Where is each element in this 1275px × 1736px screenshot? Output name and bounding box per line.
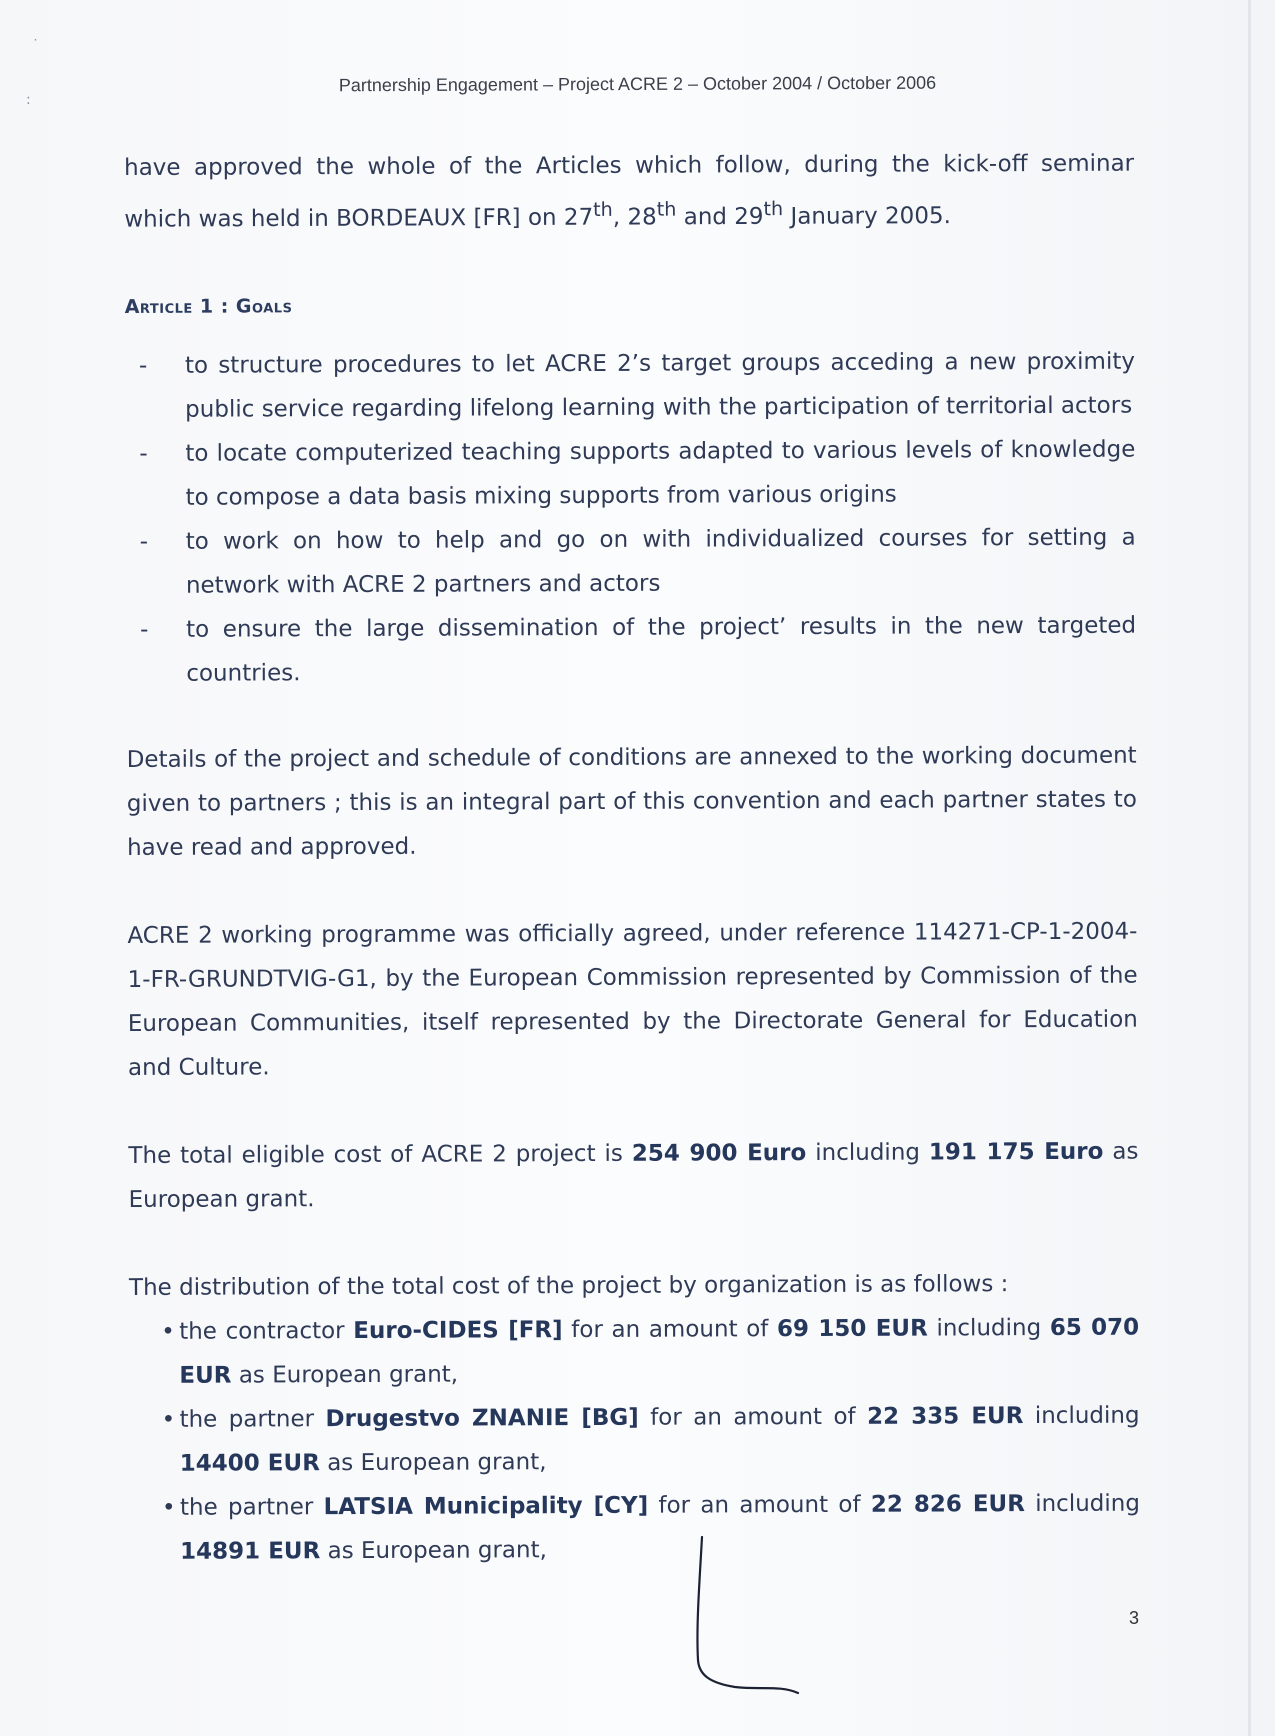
list-item: - to structure procedures to let ACRE 2’s target groups acceding a new proximity public service regarding lifelong learning with the participation of territorial actors: [138, 348, 1136, 423]
list-item: - to work on how to help and go on with individualized courses for setting a network with ACRE 2 partners and actors: [139, 524, 1136, 599]
list-item: • the contractor Euro-CIDES [FR] for an amount of 69 150 EUR including 65 070 EUR as European grant,: [161, 1314, 1140, 1389]
programme-paragraph: ACRE 2 working programme was officially agreed, under reference 114271-CP-1-2004-1-FR-GRUNDTVIG-G1, by the European Commission represented by Commission of the European Communities, itself represented by the Directorate General for Education and Culture.: [127, 918, 1138, 1081]
handwritten-signature: [690, 1535, 810, 1695]
scan-mark: ˙: [32, 38, 39, 54]
goals-list: [125, 339, 1137, 695]
list-item: - to ensure the large dissemination of the project’ results in the new targeted countries.: [140, 612, 1137, 687]
document-body: [124, 142, 1140, 1574]
distribution-list: [129, 1305, 1140, 1573]
list-item: • the partner LATSIA Municipality [CY] for an amount of 22 826 EUR including 14891 EUR as European grant,: [161, 1490, 1140, 1565]
scan-mark: :: [26, 92, 31, 108]
details-paragraph: Details of the project and schedule of conditions are annexed to the working document given to partners ; this is an integral part of this convention and each partner states to have read and approved.: [126, 742, 1137, 861]
list-item: - to locate computerized teaching supports adapted to various levels of knowledge to compose a data basis mixing supports from various origins: [139, 436, 1136, 511]
paper-edge: [1248, 0, 1251, 1736]
list-item: • the partner Drugestvo ZNANIE [BG] for an amount of 22 335 EUR including 14400 EUR as European grant,: [161, 1402, 1140, 1477]
article-heading: Article 1 : Goals: [124, 294, 293, 318]
page-number: 3: [1129, 1608, 1140, 1628]
total-cost-paragraph: The total eligible cost of ACRE 2 project is 254 900 Euro including 191 175 Euro as European grant.: [128, 1138, 1139, 1213]
page-header: Partnership Engagement – Project ACRE 2 – October 2004 / October 2006: [338, 72, 937, 96]
distribution-intro: The distribution of the total cost of the project by organization is as follows :: [128, 1270, 1009, 1301]
intro-paragraph: have approved the whole of the Articles which follow, during the kick-off seminar which was held in BORDEAUX [FR] on 27th, 28th and 29th January 2005.: [124, 150, 1135, 233]
